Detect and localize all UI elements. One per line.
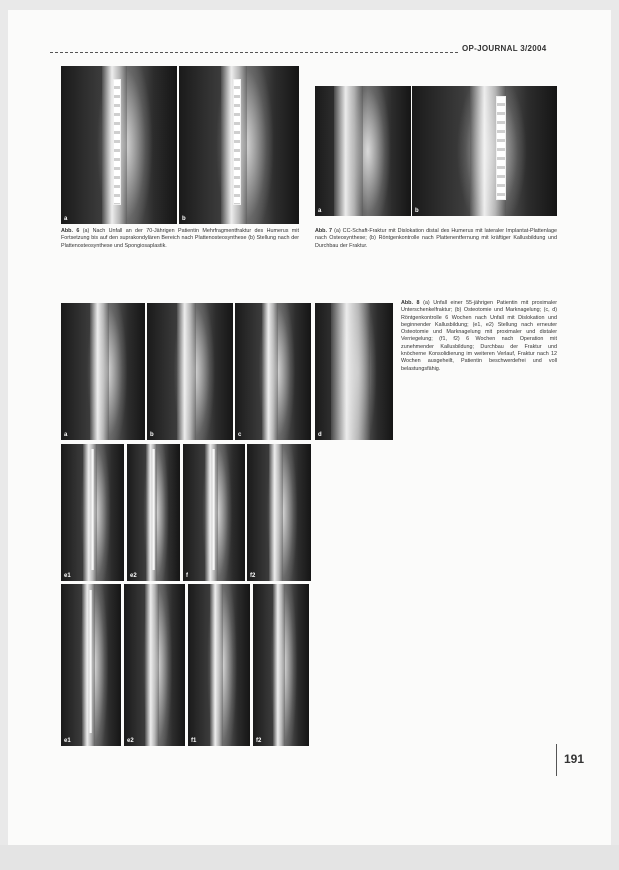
figure-8e1-xray [61, 444, 124, 581]
figure-8e2-xray [127, 444, 180, 581]
figure-8f-xray [183, 444, 245, 581]
panel-label: f1 [191, 738, 197, 744]
figure-8d-xray [315, 303, 393, 440]
caption-label: Abb. 8 [401, 300, 420, 306]
panel-label: e2 [127, 738, 134, 744]
figure-8f2-xray [247, 444, 311, 581]
caption-text: (a) Unfall einer 55-jährigen Patientin mit proximaler Unterschenkelfraktur; (b) Osteotomie und Marknagelung; (c, d) Röntgenkontrolle 6 Wochen nach Unfall mit Dislokation und beginnender Kallusbildung; (e1, e2) Stellung nach erneuter Osteotomie und Marknagelung mit proximaler und distaler Verriegelung; (f1, f2) 6 Wochen nach Operation mit zunehmender Kallusbildung; Durchbau der Fraktur und knöcherne Konsolidierung im weiteren Verlauf, Fraktur nach 12 Wochen ausgeheilt, Patientin beschwerdefrei und voll belastungsfähig. [401, 300, 557, 372]
figure-6-caption [61, 228, 299, 250]
figure-8e1-late-xray [61, 584, 121, 746]
panel-label: a [318, 208, 322, 214]
figure-7b-xray [412, 86, 557, 216]
header-rule [50, 52, 458, 53]
panel-label: a [64, 216, 68, 222]
panel-label: b [182, 216, 186, 222]
panel-label: f [186, 573, 188, 579]
panel-label: a [64, 432, 68, 438]
panel-label: e1 [64, 738, 71, 744]
caption-text: (a) Nach Unfall an der 70-Jährigen Patientin Mehrfragmentfraktur des Humerus mit Fortsetzung bis auf den suprakondylären Bereich nach Plattenosteosynthese (b) Stellung nach der Plattenosteosynthese und Spongiosaplastik. [61, 228, 299, 249]
caption-text: (a) CC-Schaft-Fraktur mit Dislokation distal des Humerus mit lateraler Implantat-Plattenlage nach Osteosynthese; (b) Röntgenkontrolle nach Plattenentfernung mit kräftiger Kallusbildung und Durchbau der Fraktur. [315, 228, 557, 249]
figure-8a-xray [61, 303, 145, 440]
figure-8c-xray [235, 303, 311, 440]
page-number: 191 [564, 752, 585, 766]
caption-label: Abb. 7 [315, 228, 333, 234]
panel-label: f2 [256, 738, 262, 744]
panel-label: d [318, 432, 322, 438]
panel-label: e1 [64, 573, 71, 579]
panel-label: b [415, 208, 419, 214]
figure-7a-xray [315, 86, 411, 216]
scan-bottom-margin [0, 845, 619, 870]
figure-6b-xray [179, 66, 299, 224]
page-number-rule [556, 744, 557, 776]
figure-6a-xray [61, 66, 177, 224]
panel-label: e2 [130, 573, 137, 579]
figure-8e2-late-xray [124, 584, 185, 746]
caption-label: Abb. 6 [61, 228, 80, 234]
figure-7-caption [315, 228, 557, 250]
figure-8b-xray [147, 303, 233, 440]
figure-8f2-late-xray [253, 584, 309, 746]
figure-8f1-late-xray [188, 584, 250, 746]
figure-8-caption [401, 300, 557, 373]
panel-label: c [238, 432, 242, 438]
journal-header: OP-JOURNAL 3/2004 [462, 44, 547, 53]
panel-label: b [150, 432, 154, 438]
panel-label: f2 [250, 573, 256, 579]
